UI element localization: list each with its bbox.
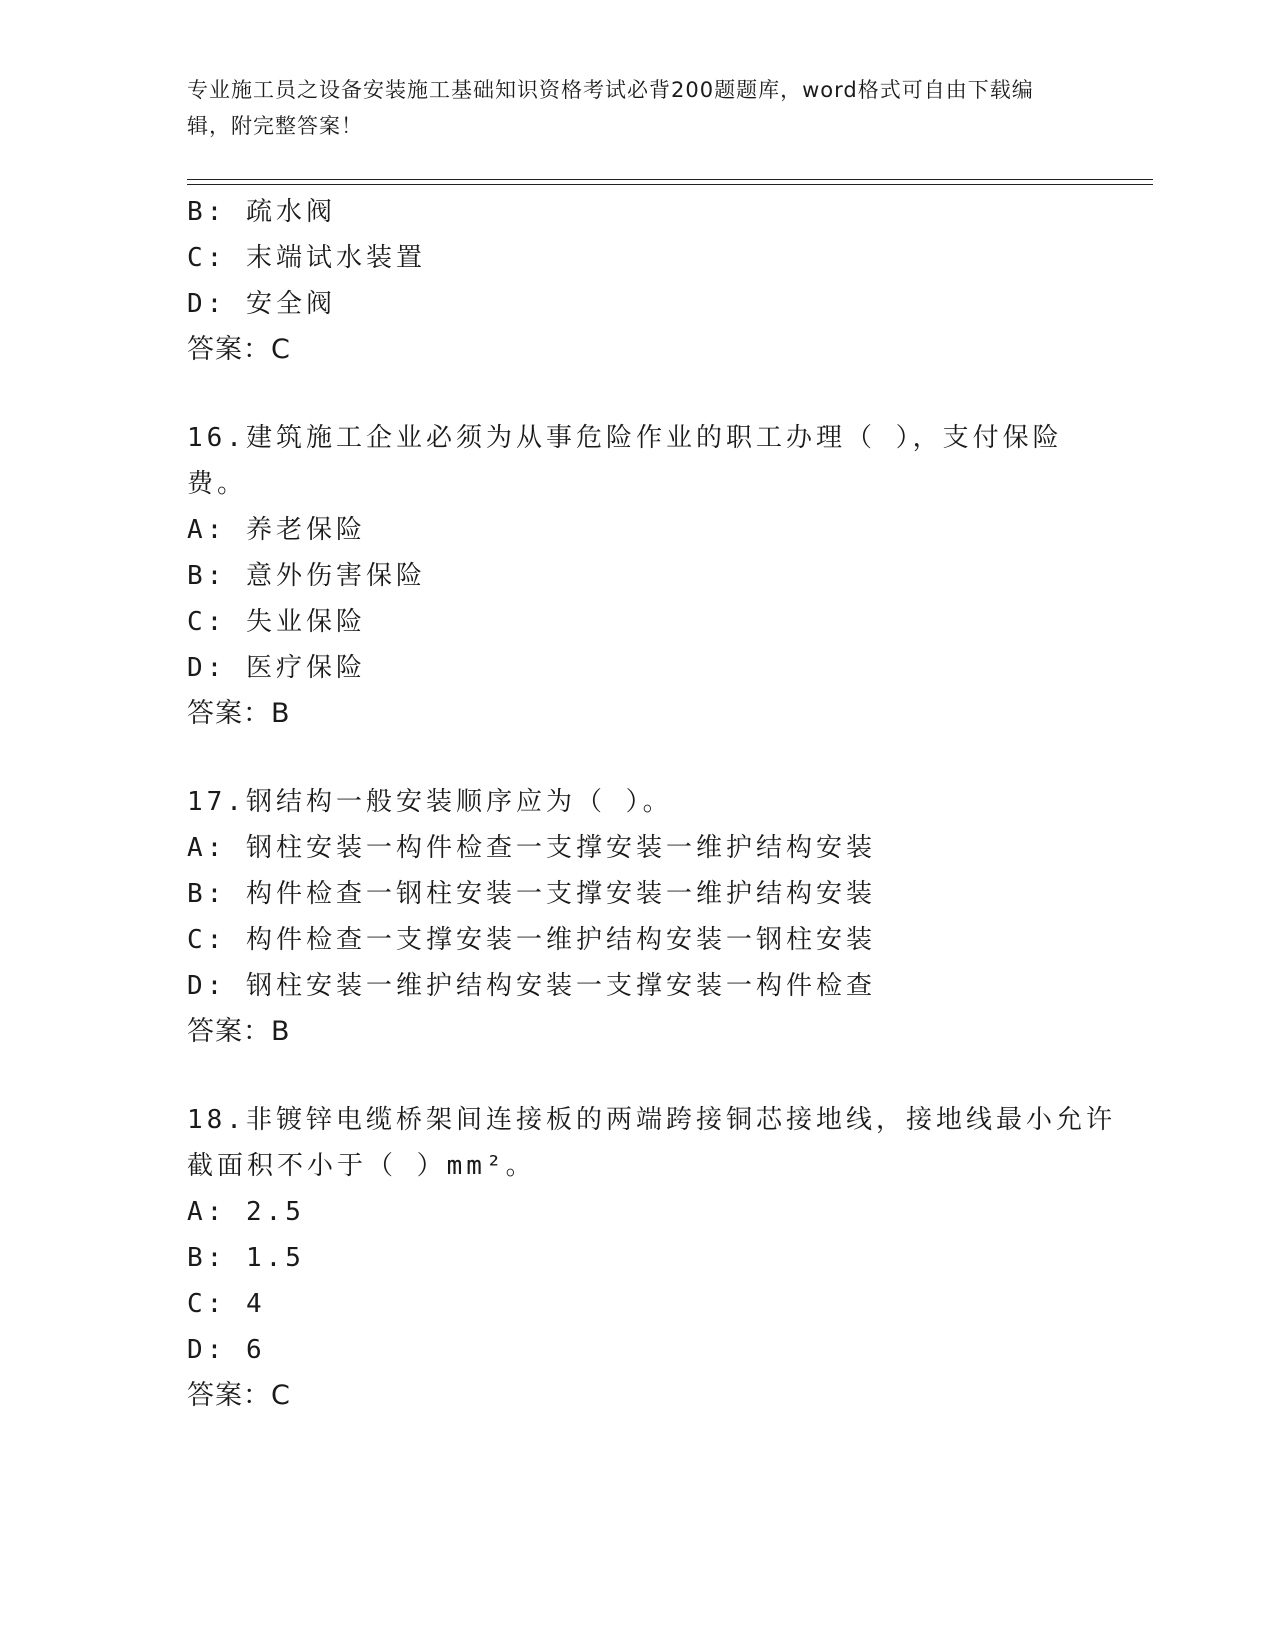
option-d: D: 安全阀: [187, 289, 336, 319]
option-a: A: 2.5: [187, 1197, 305, 1227]
option-a: A: 钢柱安装一构件检查一支撑安装一维护结构安装: [187, 833, 876, 863]
option-c: C: 末端试水装置: [187, 243, 426, 273]
option-d: D: 钢柱安装一维护结构安装一支撑安装一构件检查: [187, 971, 876, 1001]
document-title: 专业施工员之设备安装施工基础知识资格考试必背200题题库，word格式可自由下载编辑，附完整答案！: [187, 78, 1034, 138]
question-17: [187, 779, 1117, 1055]
document-header: [187, 72, 1067, 144]
option-text: 2.5: [245, 1197, 305, 1227]
option-letter: B: [187, 197, 207, 227]
option-text: 1.5: [245, 1243, 305, 1273]
option-letter: D: [187, 1335, 207, 1365]
option-text: 钢柱安装一维护结构安装一支撑安装一构件检查: [245, 971, 876, 1001]
option-text: 末端试水装置: [245, 243, 426, 273]
option-b: B: 1.5: [187, 1243, 305, 1273]
question-list: [187, 189, 1117, 1419]
question-18: [187, 1097, 1117, 1419]
option-text: 钢柱安装一构件检查一支撑安装一维护结构安装: [245, 833, 876, 863]
option-letter: C: [187, 925, 207, 955]
option-text: 4: [245, 1289, 266, 1319]
option-letter: C: [187, 607, 207, 637]
option-text: 6: [245, 1335, 266, 1365]
option-letter: C: [187, 243, 207, 273]
question-15-continued: [187, 189, 1117, 373]
option-a: A: 养老保险: [187, 515, 366, 545]
option-letter: D: [187, 653, 207, 683]
option-text: 失业保险: [245, 607, 366, 637]
option-letter: B: [187, 1243, 207, 1273]
answer-line: 答案：B: [187, 1016, 291, 1047]
option-b: B: 构件检查一钢柱安装一支撑安装一维护结构安装: [187, 879, 876, 909]
option-letter: D: [187, 971, 207, 1001]
option-letter: A: [187, 833, 207, 863]
option-text: 构件检查一钢柱安装一支撑安装一维护结构安装: [245, 879, 876, 909]
option-b: B: 疏水阀: [187, 197, 336, 227]
option-letter: B: [187, 879, 207, 909]
option-c: C: 4: [187, 1289, 266, 1319]
option-text: 疏水阀: [245, 197, 336, 227]
option-letter: D: [187, 289, 207, 319]
option-text: 医疗保险: [245, 653, 366, 683]
option-letter: A: [187, 1197, 207, 1227]
answer-line: 答案：B: [187, 698, 291, 729]
option-c: C: 失业保险: [187, 607, 366, 637]
header-rule-top: [187, 179, 1153, 180]
option-text: 养老保险: [245, 515, 366, 545]
option-text: 意外伤害保险: [245, 561, 426, 591]
option-c: C: 构件检查一支撑安装一维护结构安装一钢柱安装: [187, 925, 876, 955]
option-text: 安全阀: [245, 289, 336, 319]
option-d: D: 医疗保险: [187, 653, 366, 683]
question-stem: 16.建筑施工企业必须为从事危险作业的职工办理（ ），支付保险费。: [187, 423, 1063, 499]
answer-line: 答案：C: [187, 334, 291, 365]
option-letter: A: [187, 515, 207, 545]
answer-line: 答案：C: [187, 1380, 291, 1411]
question-16: [187, 415, 1117, 737]
question-stem: 17.钢结构一般安装顺序应为（ ）。: [187, 787, 673, 817]
option-b: B: 意外伤害保险: [187, 561, 426, 591]
option-letter: B: [187, 561, 207, 591]
header-rule-bottom: [187, 184, 1153, 185]
option-text: 构件检查一支撑安装一维护结构安装一钢柱安装: [245, 925, 876, 955]
question-stem: 18.非镀锌电缆桥架间连接板的两端跨接铜芯接地线，接地线最小允许截面积不小于（ ）mm²。: [187, 1105, 1116, 1181]
option-d: D: 6: [187, 1335, 266, 1365]
option-letter: C: [187, 1289, 207, 1319]
